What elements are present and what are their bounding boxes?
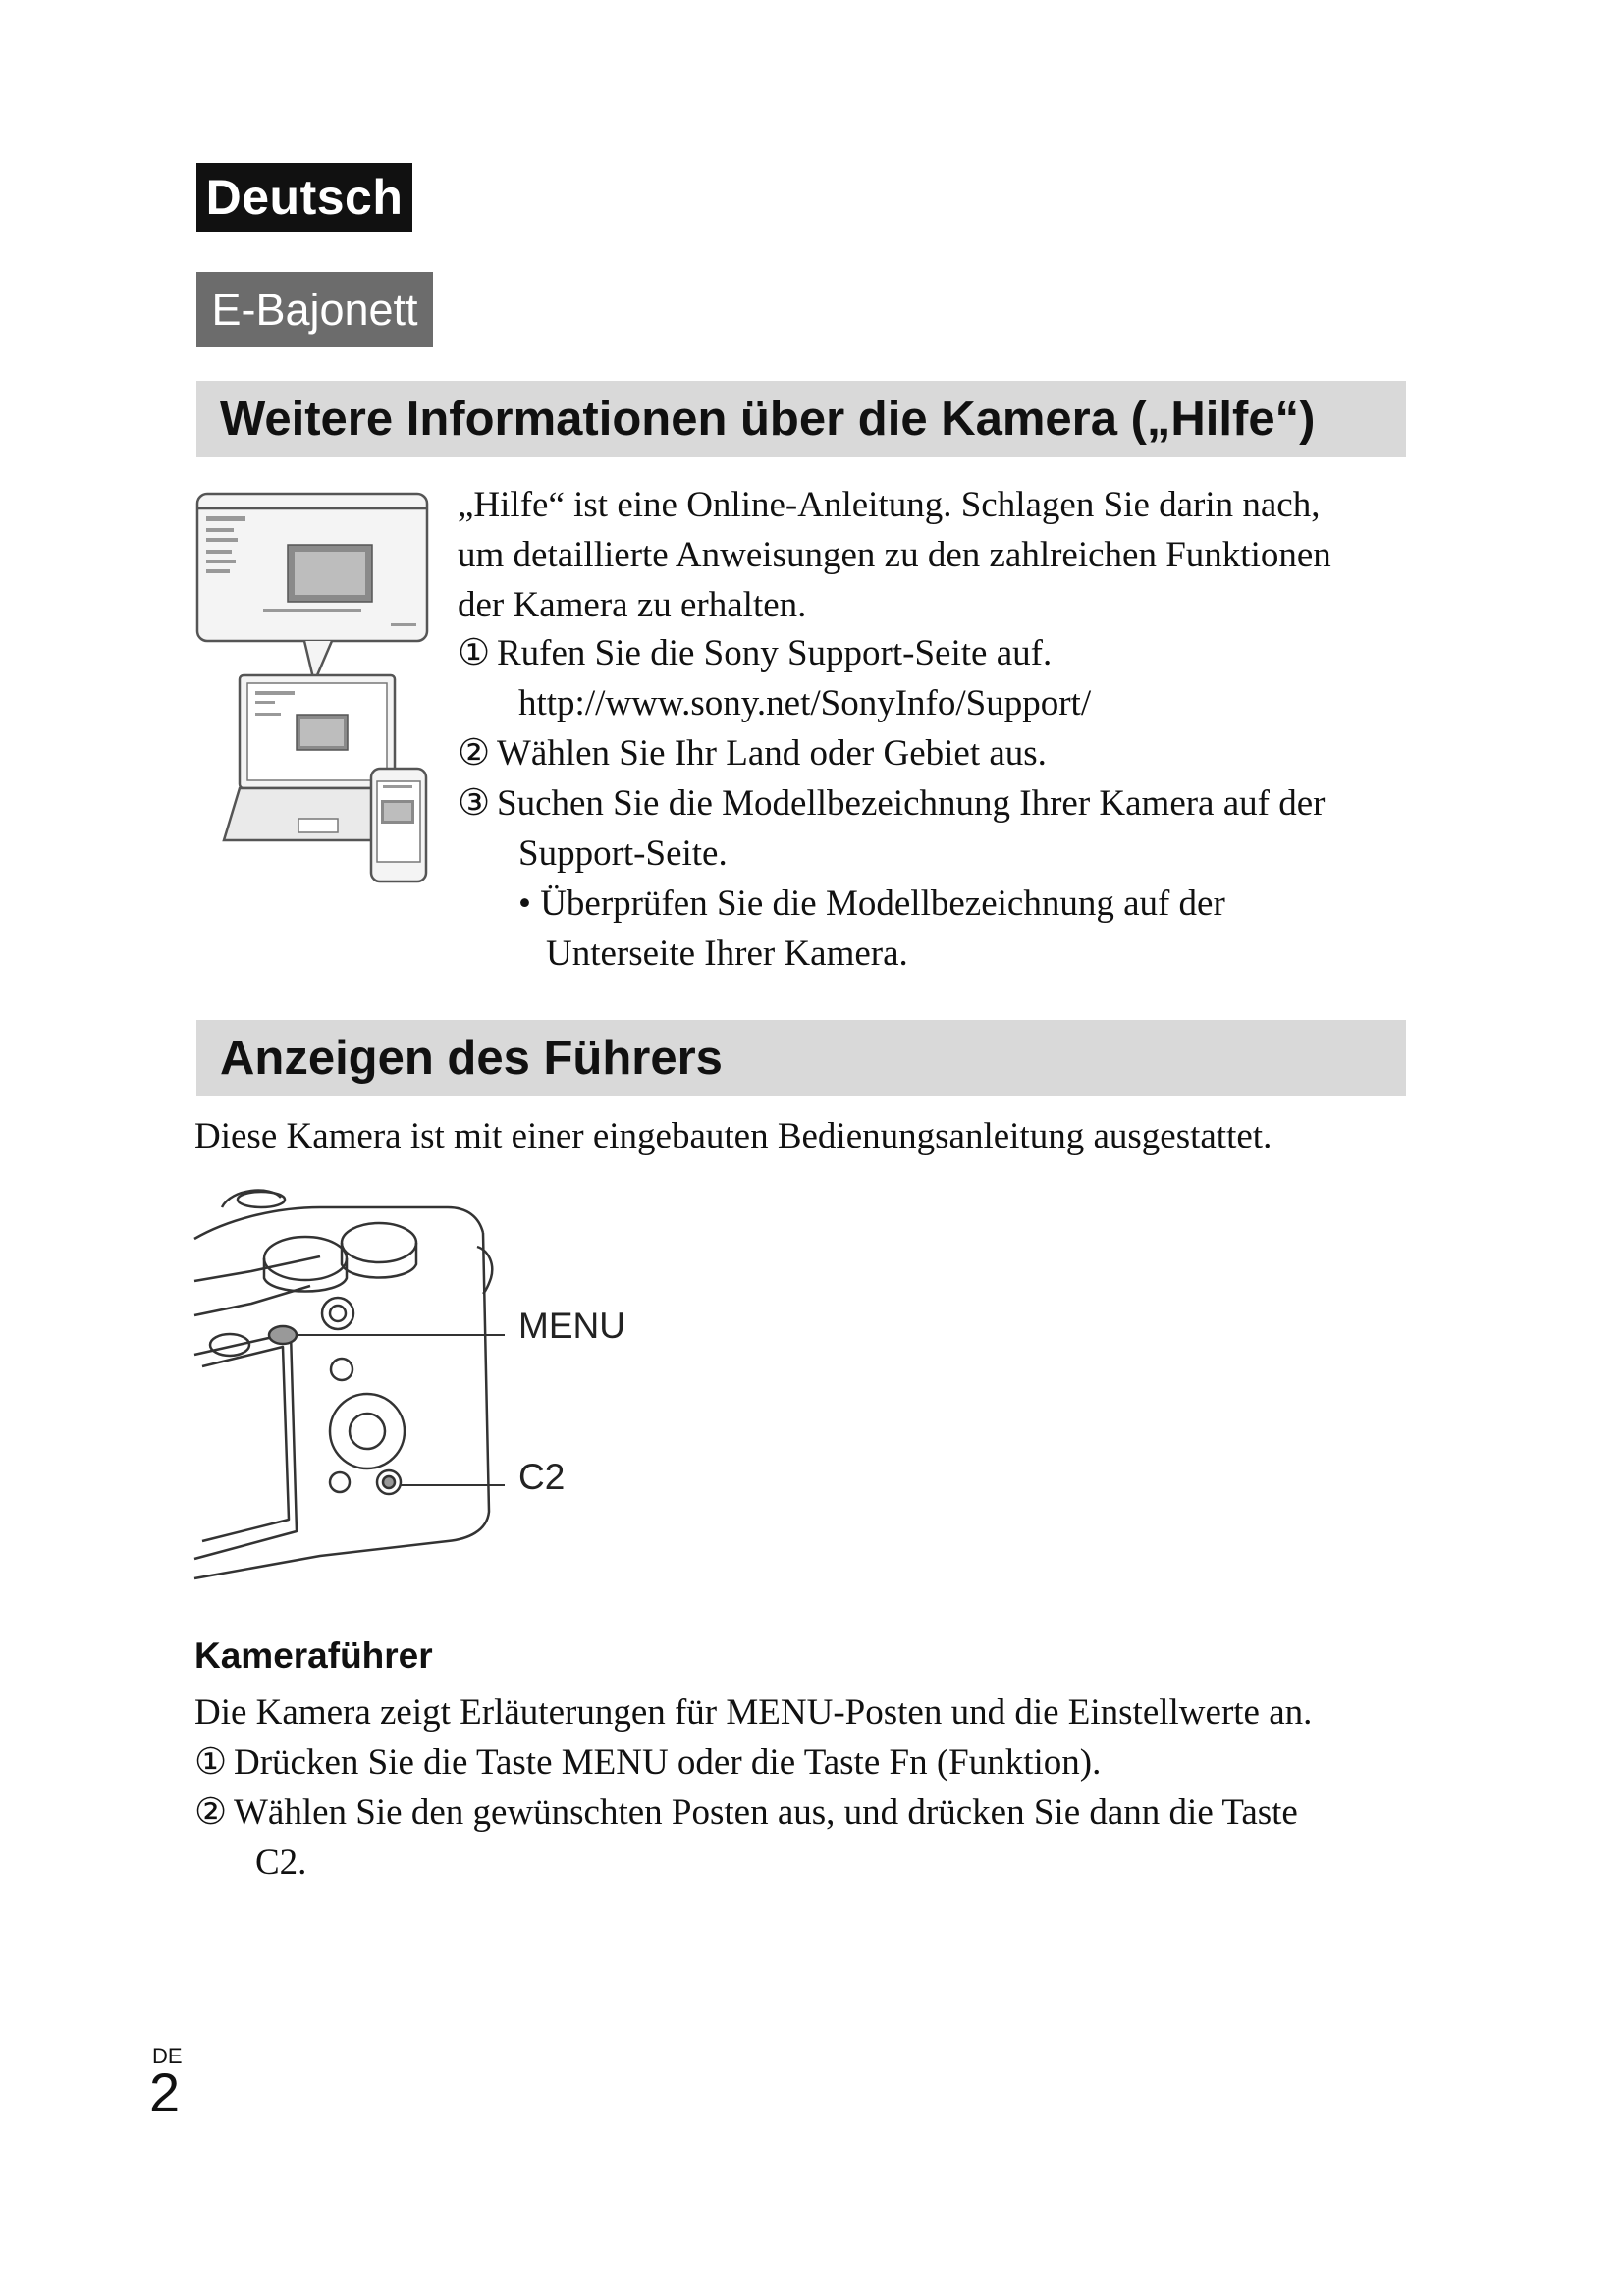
section-heading-guide: Anzeigen des Führers [196,1020,1406,1096]
step-number: ② [194,1792,228,1833]
menu-button-label: MENU [518,1306,625,1346]
intro-line: um detaillierte Anweisungen zu den zahlreichen Funktionen [458,535,1331,575]
step-number: ② [458,733,491,774]
page-number: 2 [149,2061,181,2123]
c2-button-label: C2 [518,1457,566,1497]
step-text: Wählen Sie Ihr Land oder Gebiet aus. [497,733,1047,774]
help-intro [458,480,1400,630]
camera-back-illustration [192,1188,654,1590]
language-badge: Deutsch [196,163,412,232]
camera-guide-subtitle: Kameraführer [194,1635,433,1676]
bullet-note: • Überprüfen Sie die Modellbezeichnung auf der [518,883,1225,924]
step-3 [458,778,1400,828]
step-text: Suchen Sie die Modellbezeichnung Ihrer Kamera auf der [497,783,1326,824]
step-text-continued: Support-Seite. [518,833,728,874]
page-language-code: DE [152,2044,183,2068]
step-text-continued: C2. [255,1842,307,1883]
intro-line: der Kamera zu erhalten. [458,585,807,625]
step-number: ③ [458,783,491,824]
step-2 [458,728,1400,778]
section-heading-help: Weitere Informationen über die Kamera („Hilfe“) [196,381,1406,457]
help-guide-illustration [194,491,432,885]
bullet-note-continued: Unterseite Ihrer Kamera. [546,934,908,974]
camera-guide-text [194,1687,1412,1888]
step-text: Rufen Sie die Sony Support-Seite auf. [497,633,1053,673]
help-steps [458,628,1400,979]
step-1 [458,628,1400,678]
guide-intro: Diese Kamera ist mit einer eingebauten Bedienungsanleitung ausgestattet. [194,1116,1272,1156]
step-text: Wählen Sie den gewünschten Posten aus, und drücken Sie dann die Taste [234,1792,1298,1833]
guide-description: Die Kamera zeigt Erläuterungen für MENU-Posten und die Einstellwerte an. [194,1692,1313,1733]
intro-line: „Hilfe“ ist eine Online-Anleitung. Schlagen Sie darin nach, [458,485,1321,525]
support-url: http://www.sony.net/SonyInfo/Support/ [518,683,1092,723]
guide-step-2 [194,1788,1412,1838]
guide-step-1 [194,1737,1412,1788]
step-number: ① [458,633,491,673]
step-number: ① [194,1742,228,1783]
mount-badge: E-Bajonett [196,272,433,347]
step-text: Drücken Sie die Taste MENU oder die Taste Fn (Funktion). [234,1742,1102,1783]
